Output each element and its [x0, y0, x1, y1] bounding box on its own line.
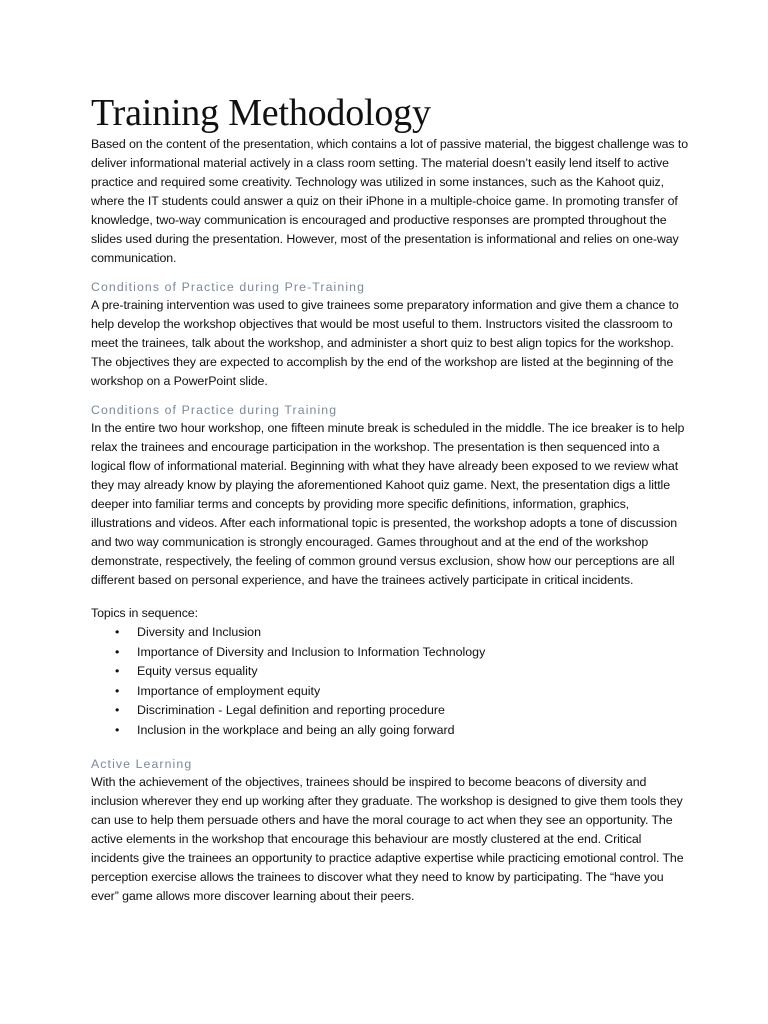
bullet-icon: • — [115, 683, 120, 698]
topics-label: Topics in sequence: — [91, 606, 198, 620]
topic-text: Diversity and Inclusion — [137, 625, 261, 639]
section-heading-training: Conditions of Practice during Training — [91, 403, 338, 417]
page-title: Training Methodology — [91, 92, 431, 134]
topic-text: Discrimination - Legal definition and reporting procedure — [137, 703, 445, 717]
bullet-icon: • — [115, 703, 120, 717]
topics-list — [91, 623, 689, 740]
bullet-icon: • — [115, 722, 120, 737]
bullet-icon: • — [115, 644, 120, 659]
bullet-icon: • — [115, 664, 120, 678]
list-item — [91, 701, 689, 721]
section-body-active-learning: With the achievement of the objectives, trainees should be inspired to become beacons of diversity and inclusion wherever they end up working after they graduate. The workshop is designed to give them tools they can use to help them persuade others and have the moral courage to act when they see an opportunity. The active elements in the workshop that encourage this behaviour are mostly clustered at the end. Critical incidents give the trainees an opportunity to practice adaptive expertise while practicing emotional control. The perception exercise allows the trainees to discover what they need to know by participating. The “have you ever” game allows more discover learning about their peers. — [91, 775, 684, 903]
intro-paragraph: Based on the content of the presentation, which contains a lot of passive material, the biggest challenge was to deliver informational material actively in a class room setting. The material doesn’t easily lend itself to active practice and required some creativity. Technology was utilized in some instances, such as the Kahoot quiz, where the IT students could answer a quiz on their iPhone in a multiple-choice game. In promoting transfer of knowledge, two-way communication is encouraged and productive responses are prompted throughout the slides used during the presentation. However, most of the presentation is informational and relies on one-way communication. — [91, 137, 689, 265]
bullet-icon: • — [115, 625, 120, 639]
list-item — [91, 662, 689, 682]
list-item — [91, 643, 689, 663]
topic-text: Importance of employment equity — [137, 683, 321, 698]
section-heading-pre-training: Conditions of Practice during Pre-Training — [91, 280, 366, 294]
list-item — [91, 682, 689, 702]
topic-text: Importance of Diversity and Inclusion to Information Technology — [137, 644, 486, 659]
section-heading-active-learning: Active Learning — [91, 757, 193, 771]
section-body-training: In the entire two hour workshop, one fifteen minute break is scheduled in the middle. The ice breaker is to help relax the trainees and encourage participation in the workshop. The presentation is then sequenced into a logical flow of informational material. Beginning with what they have already been exposed to we review what they may already know by playing the aforementioned Kahoot quiz game. Next, the presentation digs a little deeper into familiar terms and concepts by providing more specific definitions, information, graphics, illustrations and videos. After each informational topic is presented, the workshop adopts a tone of discussion and two way communication is strongly encouraged. Games throughout and at the end of the workshop demonstrate, respectively, the feeling of common ground versus exclusion, show how our perceptions are all different based on personal experience, and have the trainees actively participate in critical incidents. — [91, 421, 685, 587]
document-page — [91, 92, 689, 906]
section-body-pre-training: A pre-training intervention was used to give trainees some preparatory information and give them a chance to help develop the workshop objectives that would be most useful to them. Instructors visited the classroom to meet the trainees, talk about the workshop, and administer a short quiz to best align topics for the workshop. The objectives they are expected to accomplish by the end of the workshop are listed at the beginning of the workshop on a PowerPoint slide. — [91, 298, 679, 388]
topic-text: Inclusion in the workplace and being an ally going forward — [137, 722, 455, 737]
topic-text: Equity versus equality — [137, 664, 258, 678]
list-item — [91, 721, 689, 741]
list-item — [91, 623, 689, 643]
